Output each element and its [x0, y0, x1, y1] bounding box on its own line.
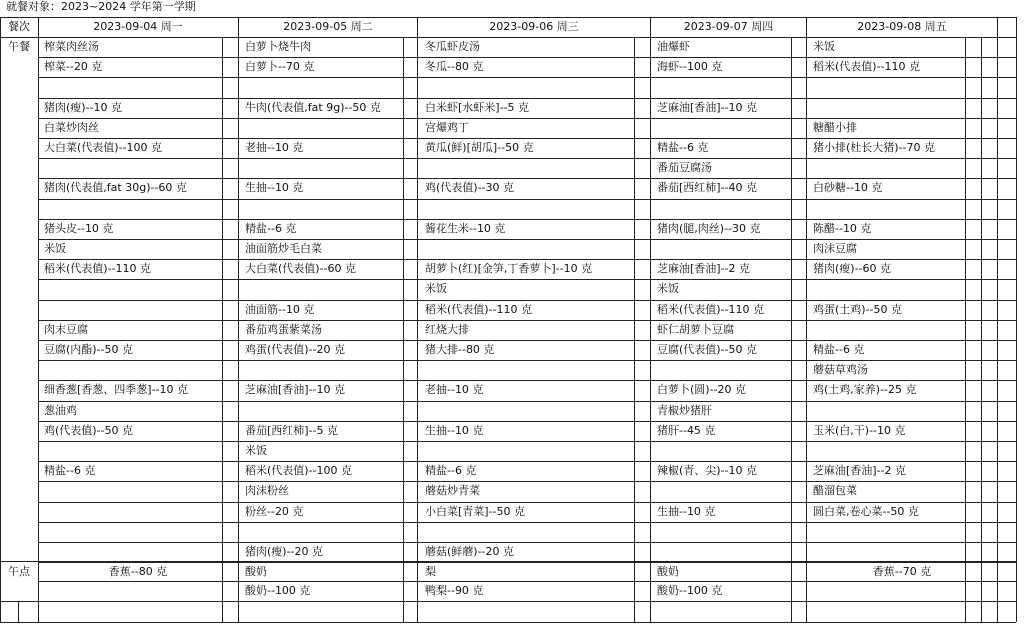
lunch-cell: 鸡蛋(土鸡)--50 克	[813, 302, 903, 316]
lunch-cell: 葱油鸡	[44, 403, 77, 417]
grid-line	[18, 601, 19, 622]
lunch-cell: 肉末豆腐	[44, 322, 88, 336]
lunch-cell: 油面筋--10 克	[245, 302, 315, 316]
grid-line	[38, 461, 1016, 462]
grid-line	[1016, 17, 1017, 622]
snack-cell: 香蕉--70 克	[872, 565, 932, 578]
grid-line	[38, 441, 1016, 442]
lunch-cell: 白萝卜(圆)--20 克	[657, 383, 747, 397]
header-meal-column: 餐次	[8, 20, 30, 33]
lunch-cell: 精盐--6 克	[44, 464, 96, 478]
grid-line	[38, 259, 1016, 260]
grid-line	[38, 421, 1016, 422]
lunch-cell: 鸡蛋(代表值)--20 克	[245, 343, 346, 356]
lunch-cell: 番茄[西红柿]--40 克	[657, 181, 758, 195]
lunch-cell: 牛肉(代表值,fat 9g)--50 克	[245, 100, 381, 114]
lunch-cell: 小白菜[青菜]--50 克	[425, 504, 526, 518]
lunch-cell: 老抽--10 克	[425, 383, 484, 397]
lunch-cell: 黄瓜(鲜)[胡瓜]--50 克	[425, 141, 534, 154]
lunch-cell: 猪肉(腿,肉丝)--30 克	[657, 221, 761, 235]
grid-line	[38, 481, 1016, 482]
lunch-cell: 猪肉(瘦)--10 克	[44, 100, 123, 114]
grid-line	[38, 57, 1016, 58]
lunch-cell: 宫爆鸡丁	[425, 120, 469, 134]
lunch-cell: 精盐--6 克	[245, 221, 297, 235]
lunch-cell: 生抽--10 克	[245, 181, 304, 195]
grid-line	[650, 17, 651, 622]
grid-line	[38, 199, 1016, 200]
grid-line	[38, 178, 1016, 179]
lunch-cell: 猪肉(瘦)--60 克	[813, 262, 892, 276]
lunch-cell: 糖醋小排	[813, 120, 857, 134]
lunch-cell: 老抽--10 克	[245, 141, 304, 154]
grid-line	[38, 158, 1016, 159]
header-date-thu: 2023-09-07 周四	[683, 20, 774, 33]
lunch-cell: 虾仁胡萝卜豆腐	[657, 322, 734, 336]
grid-line	[965, 37, 966, 622]
lunch-cell: 猪肉(瘦)--20 克	[245, 545, 324, 558]
grid-line	[38, 522, 1016, 523]
grid-line	[0, 17, 1, 622]
lunch-cell: 蘑菇草鸡汤	[813, 363, 868, 377]
lunch-cell: 猪头皮--10 克	[44, 221, 114, 235]
lunch-cell: 陈醋--10 克	[813, 221, 872, 235]
lunch-cell: 肉沫豆腐	[813, 242, 857, 255]
lunch-cell: 榨菜肉丝汤	[44, 40, 99, 53]
snack-cell: 香蕉--80 克	[108, 565, 168, 578]
lunch-cell: 稻米(代表值)--110 克	[813, 60, 921, 74]
lunch-cell: 鸡(代表值)--30 克	[425, 181, 515, 195]
lunch-cell: 红烧大排	[425, 322, 469, 336]
lunch-cell: 稻米(代表值)--110 克	[657, 302, 765, 316]
grid-line	[0, 622, 1016, 623]
snack-cell: 鸭梨--90 克	[425, 584, 484, 597]
lunch-cell: 米饭	[245, 444, 267, 457]
header-date-mon: 2023-09-04 周一	[93, 20, 183, 33]
lunch-cell: 白萝卜--70 克	[245, 60, 315, 74]
lunch-cell: 米饭	[813, 40, 835, 53]
lunch-cell: 蘑菇炒青菜	[425, 484, 480, 498]
lunch-cell: 油面筋炒毛白菜	[245, 242, 322, 255]
lunch-cell: 猪大排--80 克	[425, 343, 495, 356]
lunch-cell: 芝麻油[香油]--2 克	[657, 262, 751, 276]
grid-line	[38, 340, 1016, 341]
snack-cell: 酸奶	[657, 565, 679, 578]
lunch-cell: 榨菜--20 克	[44, 60, 103, 74]
lunch-cell: 生抽--10 克	[425, 423, 484, 437]
snack-cell: 酸奶--100 克	[245, 584, 311, 597]
lunch-cell: 米饭	[425, 282, 447, 296]
lunch-cell: 醋溜包菜	[813, 484, 857, 498]
grid-line	[38, 239, 1016, 240]
lunch-cell: 稻米(代表值)--100 克	[245, 464, 353, 478]
grid-line	[38, 17, 39, 622]
lunch-cell: 米饭	[44, 242, 66, 255]
lunch-cell: 大白菜(代表值)--100 克	[44, 141, 163, 154]
grid-line	[222, 37, 223, 622]
grid-line	[0, 17, 1016, 18]
grid-line	[38, 562, 1016, 563]
header-date-wed: 2023-09-06 周三	[489, 20, 579, 33]
lunch-cell: 猪肝--45 克	[657, 423, 716, 437]
lunch-cell: 番茄豆腐汤	[657, 161, 712, 175]
lunch-cell: 圆白菜,卷心菜--50 克	[813, 504, 919, 518]
lunch-cell: 稻米(代表值)--110 克	[44, 262, 152, 276]
grid-line	[38, 98, 1016, 99]
grid-line	[38, 360, 1016, 361]
lunch-cell: 鸡(代表值)--50 克	[44, 423, 134, 437]
lunch-cell: 精盐--6 克	[425, 464, 477, 478]
lunch-cell: 玉米(白,干)--10 克	[813, 423, 906, 437]
lunch-cell: 白砂糖--10 克	[813, 181, 883, 195]
grid-line	[38, 138, 1016, 139]
lunch-cell: 大白菜(代表值)--60 克	[245, 262, 357, 276]
grid-line	[403, 37, 404, 622]
lunch-cell: 白菜炒肉丝	[44, 120, 99, 134]
lunch-cell: 米饭	[657, 282, 679, 296]
grid-line	[0, 561, 1016, 562]
grid-line	[634, 37, 635, 622]
grid-line	[997, 17, 998, 622]
grid-line	[38, 300, 1016, 301]
lunch-cell: 白萝卜烧牛肉	[245, 40, 311, 53]
lunch-cell: 白米虾[水虾米]--5 克	[425, 100, 530, 114]
header-date-fri: 2023-09-08 周五	[857, 20, 947, 33]
lunch-cell: 精盐--6 克	[657, 141, 709, 154]
lunch-cell: 芝麻油[香油]--10 克	[245, 383, 346, 397]
section-label-lunch: 午餐	[8, 40, 30, 53]
lunch-cell: 酱花生米--10 克	[425, 221, 506, 235]
lunch-cell: 芝麻油[香油]--2 克	[813, 464, 907, 478]
grid-line	[806, 17, 807, 622]
grid-line	[791, 37, 792, 622]
lunch-cell: 青椒炒猪肝	[657, 403, 712, 417]
page-caption: 就餐对象：2023~2024 学年第一学期	[6, 0, 196, 13]
grid-line	[38, 380, 1016, 381]
lunch-cell: 猪肉(代表值,fat 30g)--60 克	[44, 181, 187, 195]
header-date-tue: 2023-09-05 周二	[283, 20, 373, 33]
lunch-cell: 鸡(土鸡,家养)--25 克	[813, 383, 917, 397]
lunch-cell: 粉丝--20 克	[245, 504, 304, 518]
lunch-cell: 冬瓜虾皮汤	[425, 40, 480, 53]
lunch-cell: 胡萝卜(红)[金笋,丁香萝卜]--10 克	[425, 262, 593, 276]
grid-line	[38, 502, 1016, 503]
snack-cell: 梨	[425, 565, 436, 578]
lunch-cell: 猪小排(杜长大猪)--70 克	[813, 141, 936, 154]
snack-cell: 酸奶--100 克	[657, 584, 723, 597]
lunch-cell: 芝麻油[香油]--10 克	[657, 100, 758, 114]
lunch-cell: 油爆虾	[657, 40, 690, 53]
lunch-cell: 生抽--10 克	[657, 504, 716, 518]
section-label-snack: 午点	[8, 565, 30, 578]
grid-line	[38, 320, 1016, 321]
lunch-cell: 稻米(代表值)--110 克	[425, 302, 533, 316]
grid-line	[38, 77, 1016, 78]
grid-line	[238, 17, 239, 622]
lunch-cell: 豆腐(代表值)--50 克	[657, 343, 758, 356]
grid-line	[981, 37, 982, 622]
lunch-cell: 肉沫粉丝	[245, 484, 289, 498]
lunch-cell: 豆腐(内酯)--50 克	[44, 343, 134, 356]
grid-line	[38, 581, 1016, 582]
grid-line	[0, 601, 1016, 602]
lunch-cell: 海虾--100 克	[657, 60, 723, 74]
snack-cell: 酸奶	[245, 565, 267, 578]
grid-line	[38, 279, 1016, 280]
grid-line	[417, 17, 418, 622]
grid-line	[38, 401, 1016, 402]
lunch-cell: 蘑菇(鲜蘑)--20 克	[425, 545, 515, 558]
grid-line	[38, 219, 1016, 220]
lunch-cell: 精盐--6 克	[813, 343, 865, 356]
lunch-cell: 细香葱[香葱、四季葱]--10 克	[44, 383, 189, 397]
lunch-cell: 冬瓜--80 克	[425, 60, 484, 74]
grid-line	[38, 118, 1016, 119]
lunch-cell: 番茄鸡蛋紫菜汤	[245, 322, 322, 336]
lunch-cell: 番茄[西红柿]--5 克	[245, 423, 339, 437]
grid-line	[38, 542, 1016, 543]
grid-line	[0, 37, 1016, 38]
lunch-cell: 辣椒(青、尖)--10 克	[657, 464, 758, 478]
